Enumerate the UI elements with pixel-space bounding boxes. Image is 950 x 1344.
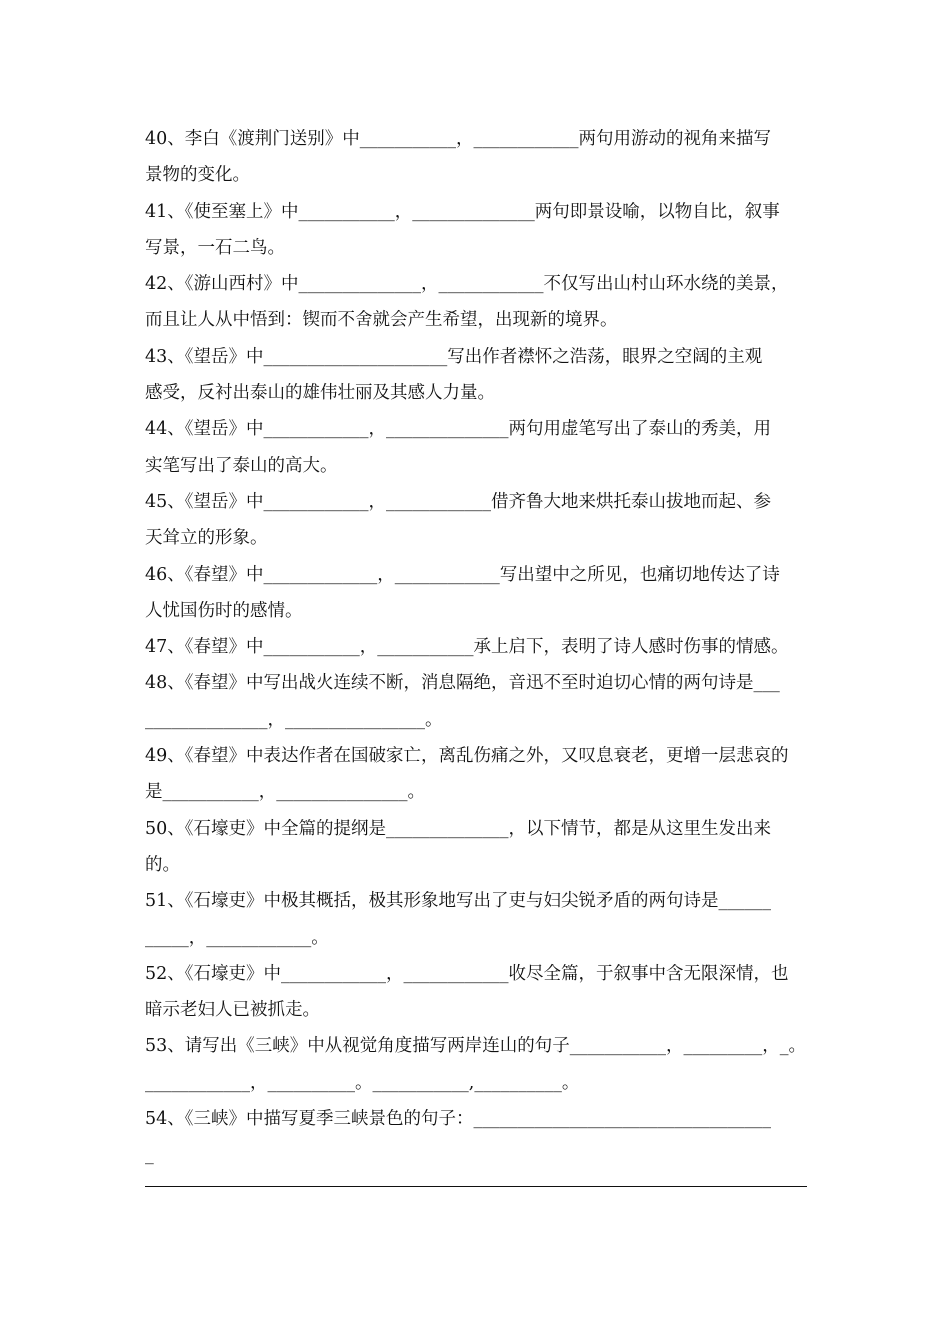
text-line: ____________，__________。___________,__________。 xyxy=(145,1072,580,1093)
text-line: 的。 xyxy=(145,854,180,875)
text-line: 45、《望岳》中____________，____________借齐鲁大地来烘托泰山拔地而起、参 xyxy=(145,491,772,512)
exercise-list xyxy=(145,121,813,1174)
text-line: 写景，一石二鸟。 xyxy=(145,237,285,258)
text-line: 49、《春望》中表达作者在国破家亡，离乱伤痛之外，又叹息衰老，更增一层悲哀的 xyxy=(145,746,789,767)
text-line: 感受，反衬出泰山的雄伟壮丽及其感人力量。 xyxy=(145,383,495,404)
text-line: 42、《游山西村》中______________，____________不仅写出山村山环水绕的美景， xyxy=(145,274,789,295)
text-line: 54、《三峡》中描写夏季三峡景色的句子：__________________________________ xyxy=(145,1109,772,1130)
text-line: 而且让人从中悟到：锲而不舍就会产生希望，出现新的境界。 xyxy=(145,310,618,331)
text-line: 41、《使至塞上》中___________，______________两句即景设喻，以物自比，叙事 xyxy=(145,201,780,222)
text-line: 人忧国伤时的感情。 xyxy=(145,600,303,621)
text-line: 景物的变化。 xyxy=(145,165,250,186)
text-line: 53、请写出《三峡》中从视觉角度描写两岸连山的句子___________，_________，_。 xyxy=(145,1036,807,1057)
text-line: 40、李白《渡荆门送别》中___________，____________两句用游动的视角来描写 xyxy=(145,129,772,149)
text-line: 51、《石壕吏》中极其概括，极其形象地写出了吏与妇尖锐矛盾的两句诗是______ xyxy=(145,891,772,912)
text-line: 天耸立的形象。 xyxy=(145,528,268,549)
text-line: _____，____________。 xyxy=(145,927,329,948)
text-line: 44、《望岳》中____________，______________两句用虚笔写出了泰山的秀美，用 xyxy=(145,419,772,440)
text-line: ______________，________________。 xyxy=(145,709,443,730)
text-line: _ xyxy=(145,1145,154,1166)
text-line: 实笔写出了泰山的高大。 xyxy=(145,455,338,476)
text-line: 43、《望岳》中_____________________写出作者襟怀之浩荡，眼界之空阔的主观 xyxy=(145,346,763,367)
text-line: 暗示老妇人已被抓走。 xyxy=(145,1000,320,1021)
text-line: 46、《春望》中_____________，____________写出望中之所见，也痛切地传达了诗 xyxy=(145,564,780,585)
text-line: 47、《春望》中___________，___________承上启下，表明了诗人感时伤事的情感。 xyxy=(145,637,789,658)
text-line: 50、《石壕吏》中全篇的提纲是______________，以下情节，都是从这里生发出来 xyxy=(145,818,772,839)
answer-blank-line xyxy=(145,1186,807,1187)
text-line: 52、《石壕吏》中____________，____________收尽全篇，于叙事中含无限深情，也 xyxy=(145,963,789,984)
text-line: 48、《春望》中写出战火连续不断，消息隔绝，音迅不至时迫切心情的两句诗是___ xyxy=(145,673,780,694)
text-line: 是___________，_______________。 xyxy=(145,782,425,803)
